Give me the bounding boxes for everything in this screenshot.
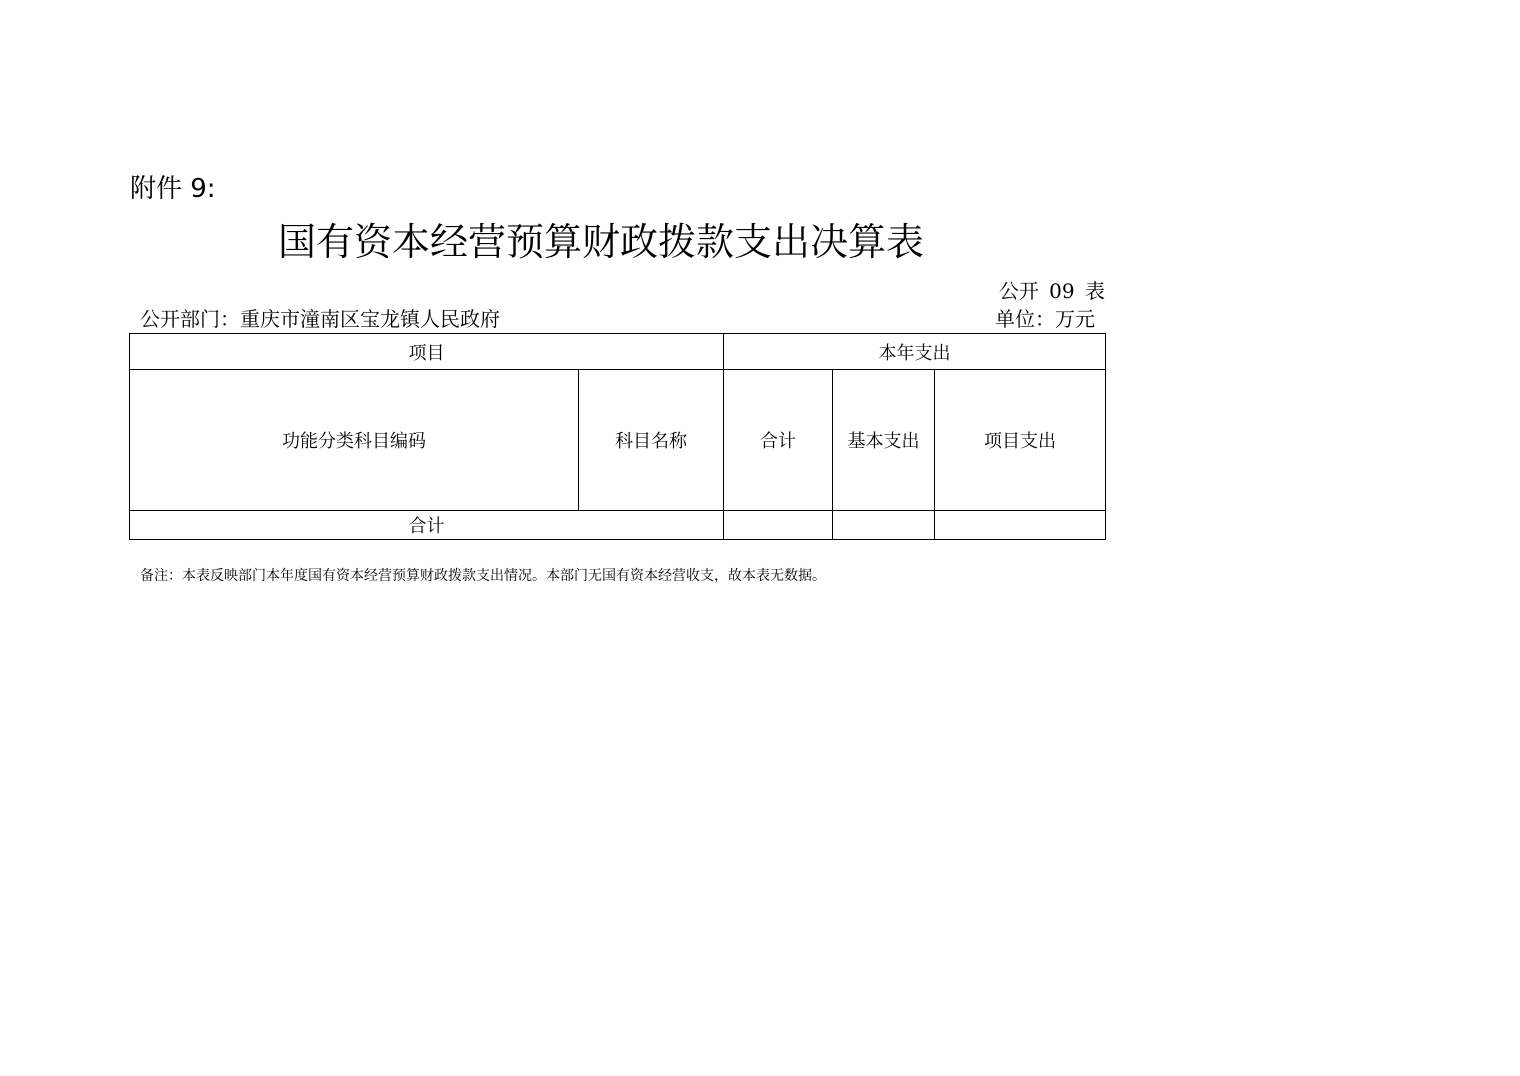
table-group-header-row bbox=[130, 334, 1106, 370]
total-row-total-value bbox=[724, 511, 833, 540]
header-total: 合计 bbox=[724, 370, 833, 511]
total-row-basic-value bbox=[833, 511, 935, 540]
header-current-year-expenditure: 本年支出 bbox=[724, 334, 1106, 370]
form-number: 公开 09 表 bbox=[998, 279, 1105, 303]
header-function-code: 功能分类科目编码 bbox=[130, 370, 579, 511]
total-row-project-value bbox=[935, 511, 1106, 540]
header-project: 项目 bbox=[130, 334, 724, 370]
header-subject-name: 科目名称 bbox=[579, 370, 724, 511]
attachment-label: 附件 9: bbox=[130, 174, 216, 204]
header-basic-expenditure: 基本支出 bbox=[833, 370, 935, 511]
footnote: 备注：本表反映部门本年度国有资本经营预算财政拨款支出情况。本部门无国有资本经营收支，故本表无数据。 bbox=[140, 568, 826, 584]
document-title: 国有资本经营预算财政拨款支出决算表 bbox=[278, 220, 925, 264]
header-project-expenditure: 项目支出 bbox=[935, 370, 1106, 511]
table-column-header-row bbox=[130, 370, 1106, 511]
unit-label: 单位：万元 bbox=[995, 307, 1095, 331]
total-row-label: 合计 bbox=[130, 511, 724, 540]
table-total-row bbox=[130, 511, 1106, 540]
expenditure-table bbox=[129, 333, 1106, 540]
department-label: 公开部门：重庆市潼南区宝龙镇人民政府 bbox=[140, 307, 500, 331]
